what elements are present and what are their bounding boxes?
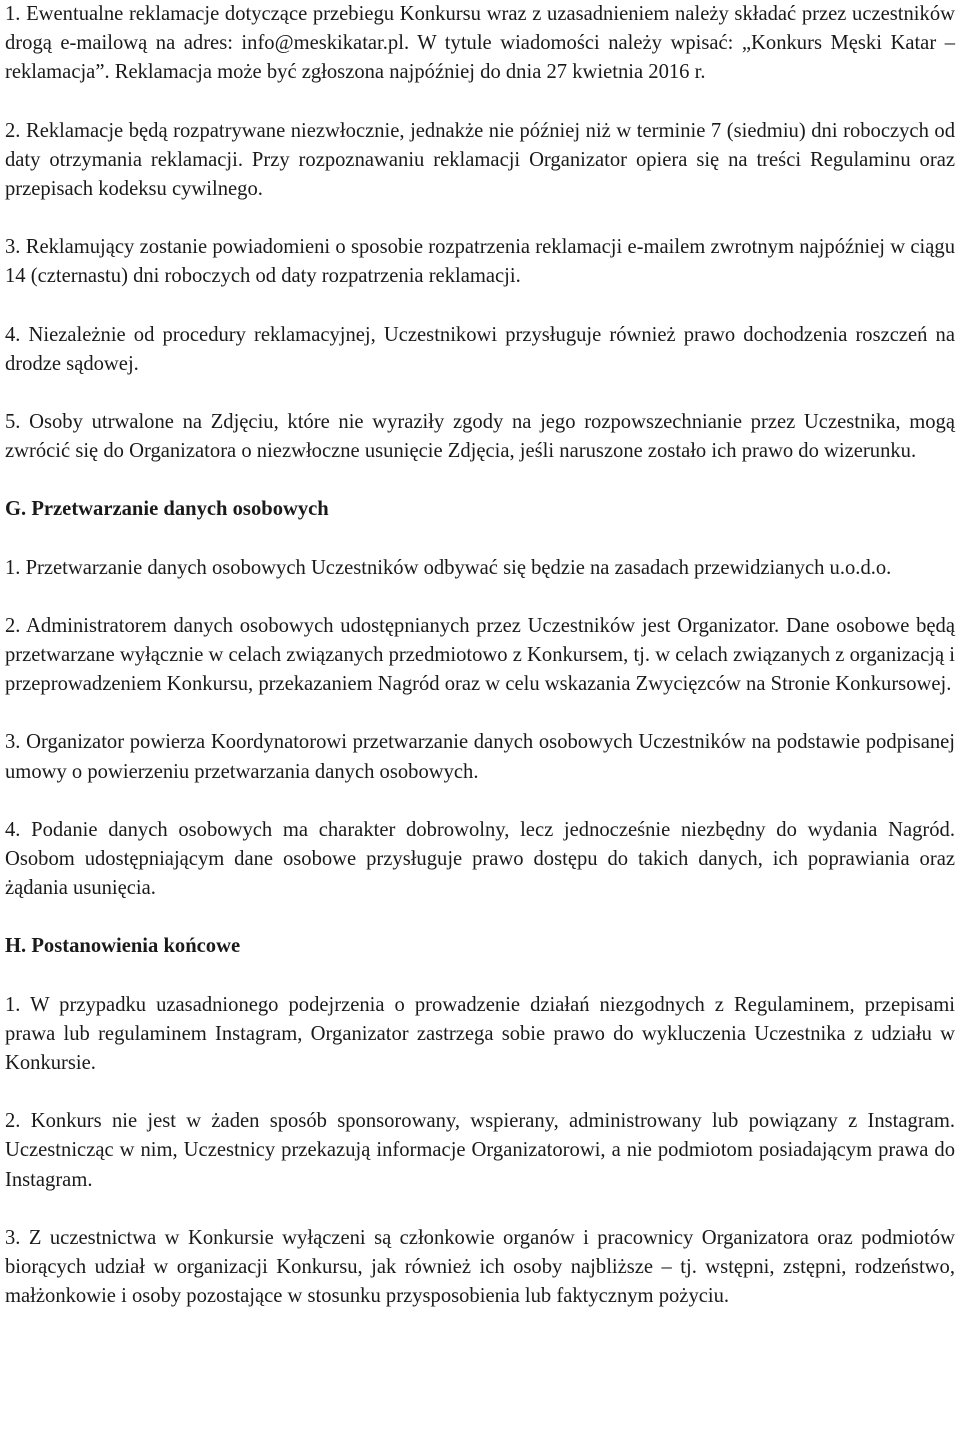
section-g-heading: G. Przetwarzanie danych osobowych [5, 498, 329, 521]
section-f-item-4: 4. Niezależnie od procedury reklamacyjnej, Uczestnikowi przysługuje również prawo dochodzenia roszczeń na drodze sądowej. [5, 323, 955, 375]
section-f-item-5: 5. Osoby utrwalone na Zdjęciu, które nie wyraziły zgody na jego rozpowszechnianie przez Uczestnika, mogą zwrócić się do Organizatora o niezwłoczne usunięcie Zdjęcia, jeśli naruszone zostało ich prawo do wizerunku. [5, 411, 955, 463]
document-page [5, 0, 955, 1312]
section-f-item-3: 3. Reklamujący zostanie powiadomieni o sposobie rozpatrzenia reklamacji e-mailem zwrotnym najpóźniej w ciągu 14 (czternastu) dni roboczych od daty rozpatrzenia reklamacji. [5, 236, 955, 288]
section-g-item-4: 4. Podanie danych osobowych ma charakter dobrowolny, lecz jednocześnie niezbędny do wydania Nagród. Osobom udostępniającym dane osobowe przysługuje prawo dostępu do takich danych, ich poprawiania oraz żądania usunięcia. [5, 818, 955, 900]
section-h-heading: H. Postanowienia końcowe [5, 935, 241, 958]
section-f-item-1: 1. Ewentualne reklamacje dotyczące przebiegu Konkursu wraz z uzasadnieniem należy składać przez uczestników drogą e-mailową na adres: info@meskikatar.pl. W tytule wiadomości należy wpisać: „Konkurs Męski Katar – reklamacja”. Reklamacja może być zgłoszona najpóźniej do dnia 27 kwietnia 2016 r. [5, 3, 955, 84]
section-g-item-2: 2. Administratorem danych osobowych udostępnianych przez Uczestników jest Organizator. Dane osobowe będą przetwarzane wyłącznie w celach związanych przedmiotowo z Konkursem, tj. w celach związanych z organizacją i przeprowadzeniem Konkursu, przekazaniem Nagród oraz w celu wskazania Zwycięzców na Stronie Konkursowej. [5, 614, 955, 696]
section-f-item-2: 2. Reklamacje będą rozpatrywane niezwłocznie, jednakże nie później niż w terminie 7 (siedmiu) dni roboczych od daty otrzymania reklamacji. Przy rozpoznawaniu reklamacji Organizator opiera się na treści Regulaminu oraz przepisach kodeksu cywilnego. [5, 119, 955, 201]
section-g-item-3: 3. Organizator powierza Koordynatorowi przetwarzanie danych osobowych Uczestników na podstawie podpisanej umowy o powierzeniu przetwarzania danych osobowych. [5, 731, 955, 783]
section-h-item-2: 2. Konkurs nie jest w żaden sposób sponsorowany, wspierany, administrowany lub powiązany z Instagram. Uczestnicząc w nim, Uczestnicy przekazują informacje Organizatorowi, a nie podmiotom posiadającym prawa do Instagram. [5, 1110, 955, 1191]
section-h-item-3: 3. Z uczestnictwa w Konkursie wyłączeni są członkowie organów i pracownicy Organizatora oraz podmiotów biorących udział w organizacji Konkursu, jak również ich osoby najbliższe – tj. wstępni, zstępni, rodzeństwo, małżonkowie i osoby pozostające w stosunku przysposobienia lub faktycznym pożyciu. [5, 1226, 955, 1308]
section-g-item-1: 1. Przetwarzanie danych osobowych Uczestników odbywać się będzie na zasadach przewidzianych u.o.d.o. [5, 556, 892, 579]
section-h-item-1: 1. W przypadku uzasadnionego podejrzenia o prowadzenie działań niezgodnych z Regulaminem, przepisami prawa lub regulaminem Instagram, Organizator zastrzega sobie prawo do wykluczenia Uczestnika z udziału w Konkursie. [5, 993, 955, 1075]
